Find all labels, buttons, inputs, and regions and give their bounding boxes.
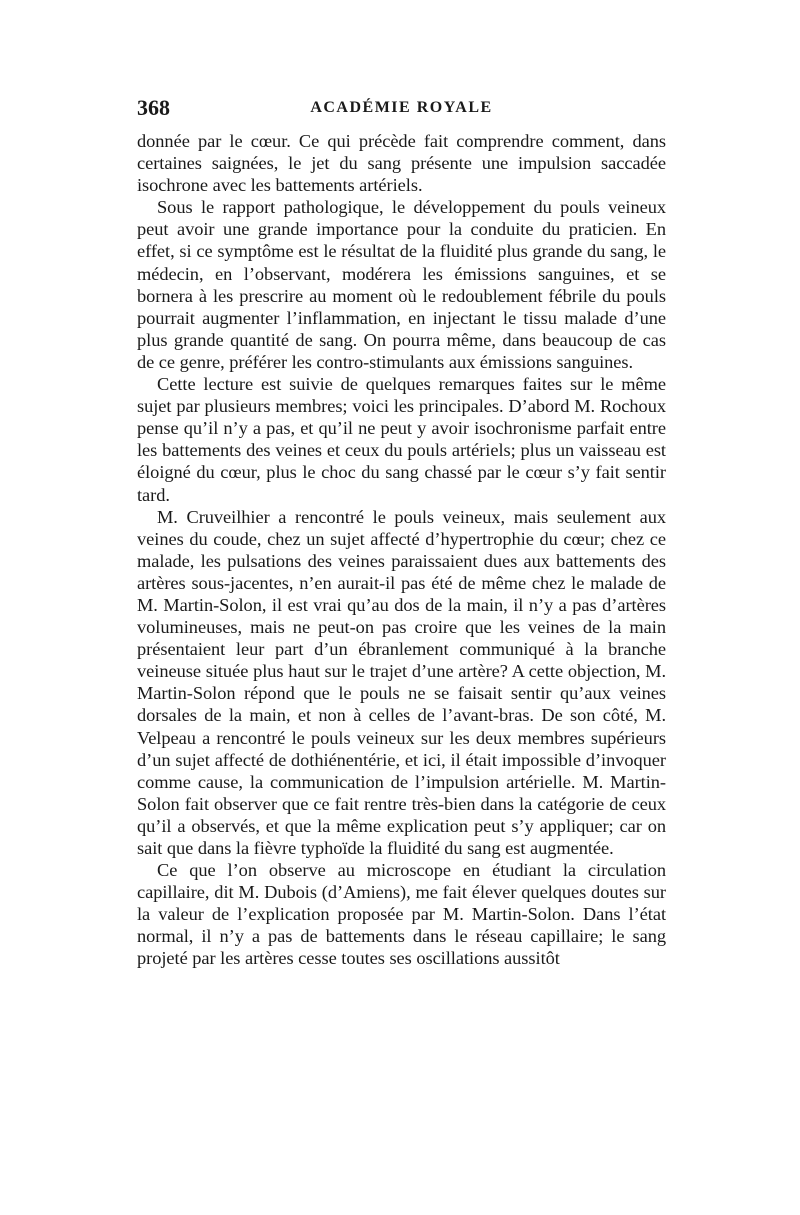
- paragraph-continuation: donnée par le cœur. Ce qui précède fait comprendre comment, dans certaines saignées, le jet du sang présente une impulsion saccadée isochrone avec les battements artériels.: [137, 131, 666, 196]
- paragraph-pathology: Sous le rapport pathologique, le développement du pouls veineux peut avoir une grande importance pour la conduite du praticien. En effet, si ce symptôme est le résultat de la fluidité plus grande du sang, le médecin, en l’observant, modérera les émissions sanguines, et se bornera à les prescrire au moment où le redoublement fébrile du pouls pourrait augmenter l’inflammation, en injectant le tissu malade d’une plus grande quantité de sang. On pourra même, dans beaucoup de cas de ce genre, préférer les contro-stimulants aux émissions sanguines.: [137, 197, 666, 372]
- paragraph-dubois: Ce que l’on observe au microscope en étudiant la circulation capillaire, dit M. Dubois (d’Amiens), me fait élever quelques doutes sur la valeur de l’explication proposée par M. Martin-Solon. Dans l’état normal, il n’y a pas de battements dans le réseau capillaire; le sang projeté par les artères cesse toutes ses oscillations aussitôt: [137, 860, 666, 969]
- paragraph-cruveilhier: M. Cruveilhier a rencontré le pouls veineux, mais seulement aux veines du coude, chez un sujet affecté d’hypertrophie du cœur; chez ce malade, les pulsations des veines paraissaient dues aux battements des artères sous-jacentes, n’en aurait-il pas été de même chez le malade de M. Martin-Solon, il est vrai qu’au dos de la main, il n’y a pas d’artères volumineuses, mais ne peut-on pas croire que les veines de la main présentaient leur part d’un ébranlement communiqué à la branche veineuse située plus haut sur le trajet d’une artère? A cette objection, M. Martin-Solon répond que le pouls ne se faisait sentir qu’aux veines dorsales de la main, et non à celles de l’avant-bras. De son côté, M. Velpeau a rencontré le pouls veineux sur les deux membres supérieurs d’un sujet affecté de dothiénentérie, et ici, il était impossible d’invoquer comme cause, la communication de l’impulsion artérielle. M. Martin-Solon fait observer que ce fait rentre très-bien dans la catégorie de ceux qu’il a observés, et que la même explication peut s’y appliquer; car on sait que dans la fièvre typhoïde la fluidité du sang est augmentée.: [137, 506, 666, 858]
- page-header: [137, 95, 666, 125]
- paragraph-remarks: Cette lecture est suivie de quelques remarques faites sur le même sujet par plusieurs membres; voici les principales. D’abord M. Rochoux pense qu’il n’y a pas, et qu’il ne peut y avoir isochronisme parfait entre les battements des veines et ceux du pouls artériels; plus un vaisseau est éloigné du cœur, plus le choc du sang chassé par le cœur s’y fait sentir tard.: [137, 374, 666, 505]
- page-number: 368: [137, 95, 170, 120]
- running-head: ACADÉMIE ROYALE: [310, 99, 493, 116]
- body-text: [137, 130, 666, 970]
